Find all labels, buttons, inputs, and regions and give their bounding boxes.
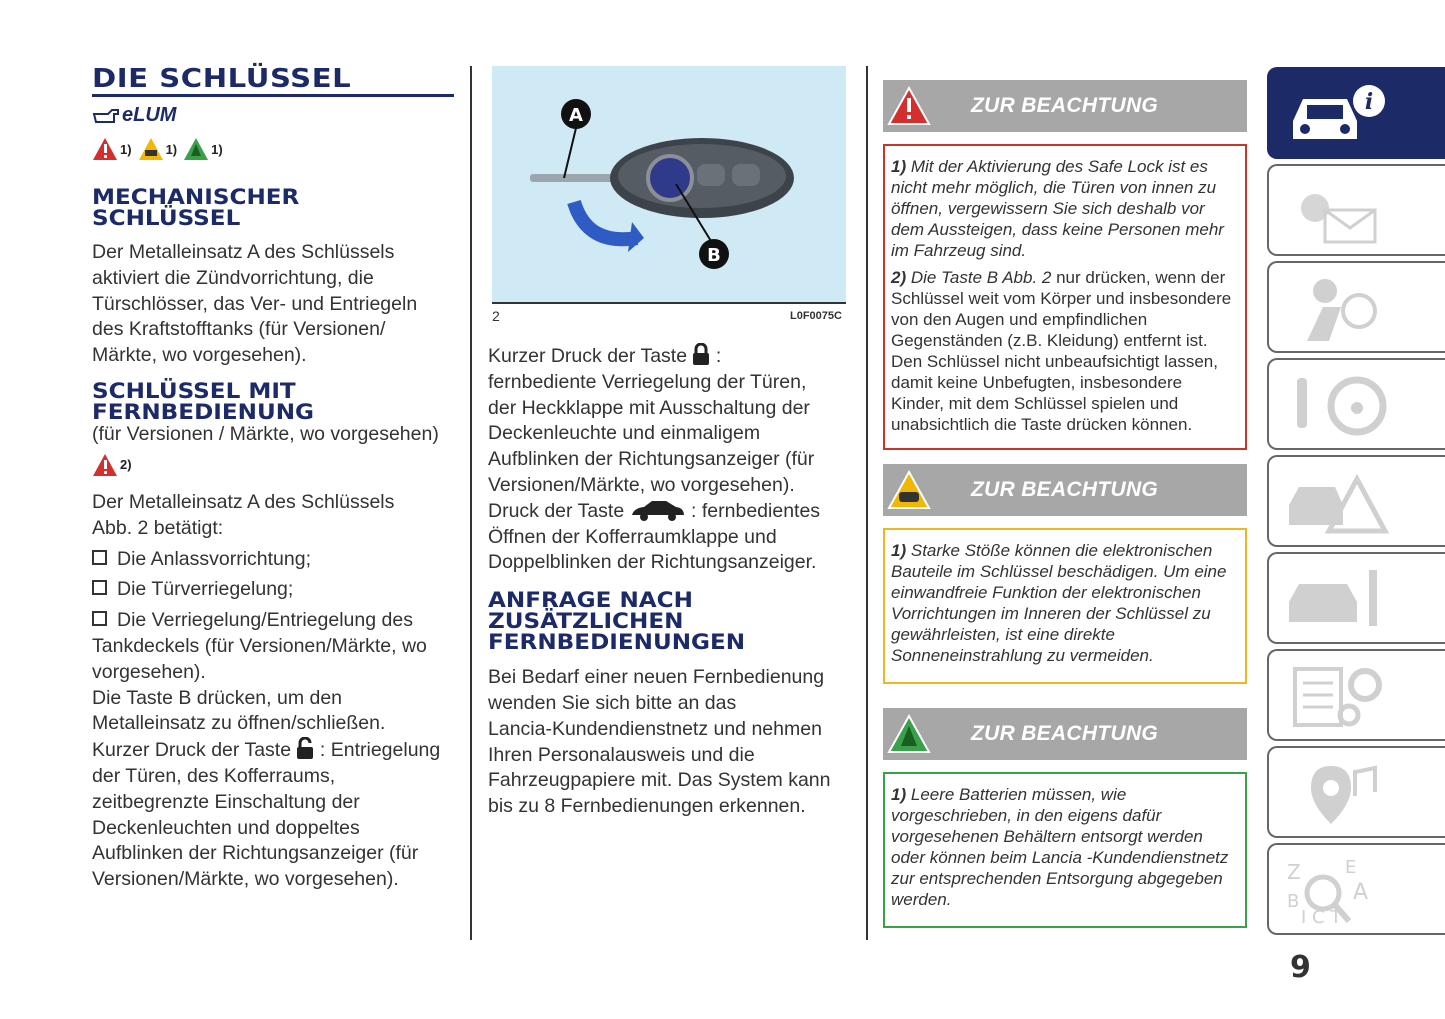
section-heading: SCHLÜSSEL MIT [92,378,296,403]
warning-header [883,464,1247,516]
label-b: B [707,245,721,266]
text-line: Doppelblinken der Richtungsanzeiger. [488,551,817,574]
bullet-item: Die Verriegelung/Entriegelung des [92,608,458,634]
text-line: Aufblinken der Richtungsanzeiger (für [92,842,419,865]
tree-warning-icon [183,137,209,161]
text-line: Deckenleuchte und einmaligem [488,422,761,445]
elum-label: eLUM [122,103,177,126]
red-warning-icon [92,137,118,161]
text-line: fernbediente Verriegelung der Türen, [488,370,807,393]
warning-item: 1) Mit der Aktivierung des Safe Lock ist es nicht mehr möglich, die Türen von innen zu öffnen, vergewissern Sie sich deshalb vor dem Aussteigen, dass keine Personen mehr im Fahrzeug sind. [891,157,1224,260]
text-line: Ihren Personalausweis und die [488,743,755,766]
section-heading: ZUSÄTZLICHEN [488,609,684,634]
tab-maintenance[interactable] [1267,552,1445,644]
warning-car-icon [1285,465,1395,537]
tab-multimedia[interactable] [1267,746,1445,838]
warning-block-yellow [883,464,1247,684]
text-line: Der Metalleinsatz A des Schlüssels [92,490,395,513]
bullet-item: Die Anlassvorrichtung; [92,547,458,573]
title-rule [92,94,454,97]
svg-text:A: A [1353,880,1369,905]
warning-header [883,80,1247,132]
tab-starting-driving[interactable] [1267,358,1445,450]
page-number: 9 [1290,950,1311,985]
svg-text:B: B [1287,891,1300,912]
section-heading: FERNBEDIENUNGEN [488,630,746,655]
tab-emergency[interactable] [1267,455,1445,547]
text-line: Märkte, wo vorgesehen). [92,344,307,367]
car-warning-icon [887,468,931,512]
section-remote [92,378,458,893]
text-line: der Heckklappe mit Ausschaltung der [488,396,810,419]
warning-block-red [883,80,1247,450]
column-left [92,64,458,893]
green-warning-ref: 1) [183,137,223,161]
steering-icon [1285,368,1395,440]
page-title: DIE SCHLÜSSEL [92,64,352,94]
text-line: Fahrzeugpapiere mit. Das System kann [488,769,831,792]
figure-code: L0F0075C [790,310,842,322]
text-line: Lancia-Kundendienstnetz und nehmen [488,717,822,740]
car-warning-icon [138,137,164,161]
key-illustration [492,66,846,302]
tab-technical-data[interactable] [1267,649,1445,741]
warning-title: ZUR BEACHTUNG [971,478,1159,501]
text-line: Versionen/Märkte, wo vorgesehen). [92,868,399,891]
airbag-icon [1285,271,1395,343]
text-line: zeitbegrenzte Einschaltung der [92,790,360,813]
red-warning-icon [887,84,931,128]
section-additional-remotes [488,590,848,653]
text-line: Versionen/Märkte, wo vorgesehen). [488,473,795,496]
red-warning-icon [92,453,118,477]
warning-block-green [883,708,1247,928]
text-line: Metalleinsatz zu öffnen/schließen. [92,712,386,735]
unlock-icon [296,737,314,759]
yellow-warning-ref: 1) [138,137,178,161]
data-settings-icon [1285,659,1395,731]
car-info-icon [1285,77,1395,149]
section-heading: SCHLÜSSEL [92,206,241,230]
column-middle [488,343,848,820]
section-heading: ANFRAGE NACH [488,588,693,613]
lock-icon [692,343,710,365]
text-line: Der Metalleinsatz A des Schlüssels [92,241,395,263]
warning-item: 2) Die Taste B Abb. 2 nur drücken, wenn der Schlüssel weit vom Körper und insbesondere von den Augen und empfindlichen Gegenständen (z.B. Kleidung) entfernt ist. Den Schlüssel nicht unbeaufsichtigt lassen, damit keine Unbefugten, insbesondere Kinder, mit dem Schlüssel spielen und unabsichtlich die Taste drücken können. [891,268,1232,434]
text-line: der Türen, des Kofferraums, [92,764,336,787]
text-line: Kurzer Druck der Taste : [488,345,722,367]
svg-text:E: E [1345,857,1357,878]
section-mechanical [92,187,458,369]
section-heading: MECHANISCHER [92,185,300,209]
section-note: (für Versionen / Märkte, wo vorgesehen) [92,422,439,445]
figure-number: 2 [492,308,500,324]
warning-item: 1) Starke Stöße können die elektronischen Bauteile im Schlüssel beschädigen. Um eine einwandfreie Funktion der elektronischen Vorrichtungen im Inneren der Schlüssel zu gewährleisten, ist eine direkte Sonneneinstrahlung zu vermeiden. [891,541,1227,665]
lights-message-icon [1285,174,1395,246]
elum-badge [92,103,458,127]
column-divider [470,66,472,940]
warning-body [883,772,1247,928]
text-line: Bei Bedarf einer neuen Fernbedienung [488,666,825,689]
text-line: aktiviert die Zündvorrichtung, die [92,266,374,289]
warning-body [883,528,1247,684]
tab-index[interactable] [1267,843,1445,935]
car-service-icon [1285,562,1395,634]
text-line: Aufblinken der Richtungsanzeiger (für [488,448,815,471]
svg-text:i: i [1364,89,1374,115]
column-right [883,80,1247,928]
text-line: Die Taste B drücken, um den [92,686,343,709]
text-line: bis zu 8 Fernbedienungen erkennen. [488,795,806,818]
tree-warning-icon [887,712,931,756]
bullet-item: Die Türverriegelung; [92,577,458,603]
trunk-car-icon [630,499,686,521]
tab-car-info[interactable] [1267,67,1445,159]
text-line: Druck der Taste : fernbedientes [488,499,821,522]
text-line: Kurzer Druck der Taste : Entriegelung [92,739,441,762]
remote-warning-ref: 2) [92,453,458,482]
label-a: A [569,105,583,126]
text-line: vorgesehen). [92,660,206,683]
text-line: Türschlösser, das Ver- und Entriegeln [92,292,418,315]
tab-safety[interactable] [1267,261,1445,353]
text-line: des Kraftstofftanks (für Versionen/ [92,318,386,341]
warning-refs [92,137,458,161]
hand-pointer-icon [92,104,120,126]
warning-title: ZUR BEACHTUNG [971,722,1159,745]
section-heading: FERNBEDIENUNG [92,399,315,424]
svg-text:Z: Z [1287,860,1301,884]
text-line: wenden Sie sich bitte an das [488,691,737,714]
audio-nav-icon [1285,756,1395,828]
key-figure [492,66,846,304]
tab-lights-messages[interactable] [1267,164,1445,256]
text-line: Öffnen der Kofferraumklappe und [488,525,777,548]
text-line: Tankdeckels (für Versionen/Märkte, wo [92,634,427,657]
svg-text:I C T: I C T [1301,907,1342,925]
column-divider [866,66,868,940]
warning-header [883,708,1247,760]
warning-title: ZUR BEACHTUNG [971,94,1159,117]
warning-body [883,144,1247,450]
red-warning-ref: 1) [92,137,132,161]
text-line: Abb. 2 betätigt: [92,516,224,539]
warning-item: 1) Leere Batterien müssen, wie vorgeschrieben, in den eigens dafür vorgesehenen Behältern entsorgt werden oder können beim Lancia -Kundendienstnetz zur entsprechenden Entsorgung abgegeben werden. [891,785,1229,909]
text-line: Deckenleuchten und doppeltes [92,816,360,839]
index-icon [1285,853,1395,925]
